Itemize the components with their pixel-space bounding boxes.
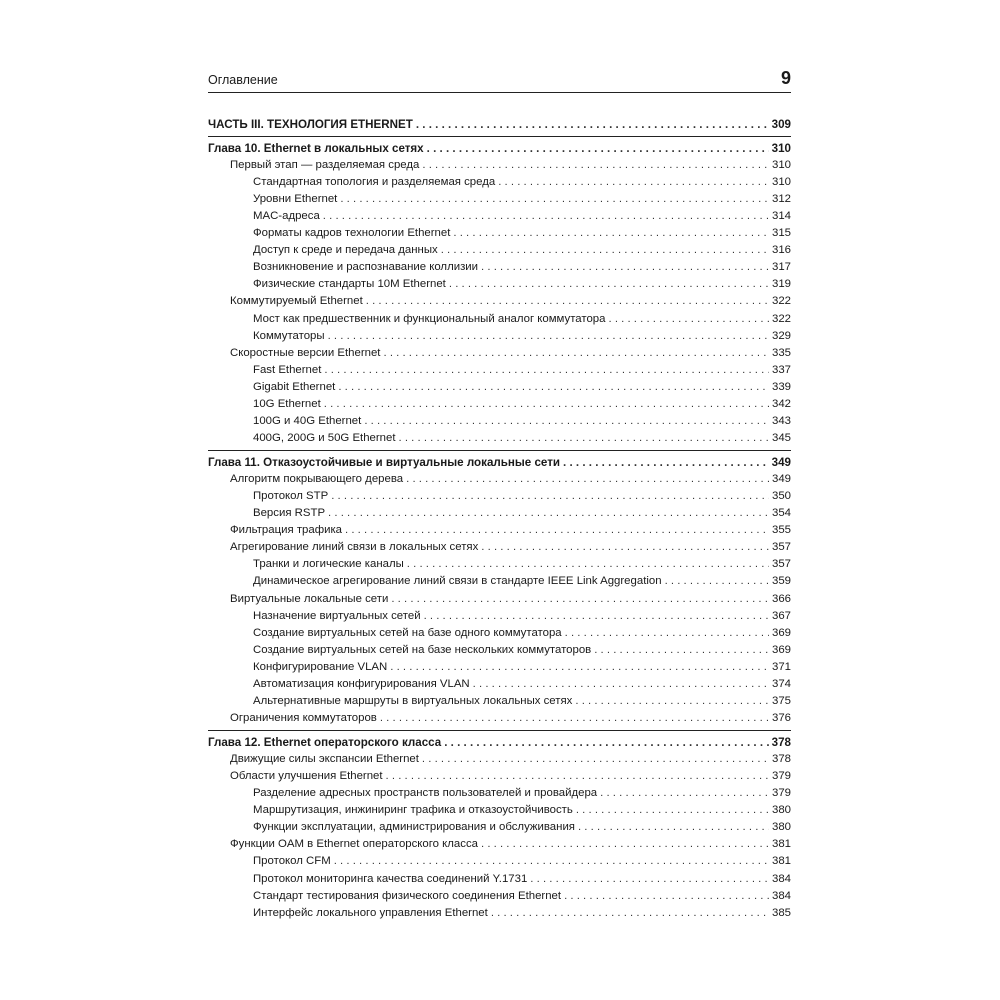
toc-subsection-entry xyxy=(208,608,791,625)
toc-entry-page: 376 xyxy=(771,712,791,725)
dot-leader xyxy=(473,676,769,693)
dot-leader xyxy=(328,328,769,345)
toc-entry-title: Уровни Ethernet xyxy=(253,192,338,205)
dot-leader xyxy=(407,556,769,573)
dot-leader xyxy=(600,785,769,802)
toc-subsection-entry xyxy=(208,191,791,208)
toc-entry-page: 310 xyxy=(771,141,791,155)
dot-leader xyxy=(491,905,769,922)
toc-section-entry xyxy=(208,836,791,853)
page-header xyxy=(208,70,791,93)
toc-section-entry xyxy=(208,522,791,539)
dot-leader xyxy=(416,116,769,133)
dot-leader xyxy=(481,836,769,853)
toc-subsection-entry xyxy=(208,785,791,802)
toc-entry-page: 329 xyxy=(771,329,791,342)
toc-entry-title: Доступ к среде и передача данных xyxy=(253,244,438,257)
toc-entry-title: Стандартная топология и разделяемая среда xyxy=(253,175,496,188)
toc-entry-title: Форматы кадров технологии Ethernet xyxy=(253,227,451,240)
toc-entry-page: 315 xyxy=(771,227,791,240)
toc-subsection-entry xyxy=(208,676,791,693)
dot-leader xyxy=(594,642,769,659)
toc-subsection-entry xyxy=(208,242,791,259)
dot-leader xyxy=(331,488,769,505)
toc-entry-page: 343 xyxy=(771,415,791,428)
toc-entry-page: 357 xyxy=(771,541,791,554)
toc-entry-page: 357 xyxy=(771,558,791,571)
toc-subsection-entry xyxy=(208,819,791,836)
toc-section-entry xyxy=(208,157,791,174)
toc-entry-title: Мост как предшественник и функциональный аналог коммутатора xyxy=(253,312,606,325)
toc-entry-title: Gigabit Ethernet xyxy=(253,380,336,393)
toc-entry-title: Версия RSTP xyxy=(253,507,326,520)
dot-leader xyxy=(575,693,769,710)
toc-subsection-entry xyxy=(208,430,791,447)
toc-chapter-entry xyxy=(208,454,791,471)
dot-leader xyxy=(608,311,769,328)
toc-entry-title: Функции OAM в Ethernet операторского класса xyxy=(230,838,478,851)
dot-leader xyxy=(424,608,769,625)
toc-entry-title: Альтернативные маршруты в виртуальных локальных сетях xyxy=(253,695,573,708)
toc-section-entry xyxy=(208,293,791,310)
toc-entry-page: 312 xyxy=(771,192,791,205)
toc-subsection-entry xyxy=(208,208,791,225)
toc-section-entry xyxy=(208,539,791,556)
toc-entry-page: 339 xyxy=(771,380,791,393)
toc-subsection-entry xyxy=(208,871,791,888)
toc-entry-page: 342 xyxy=(771,398,791,410)
toc-section-entry xyxy=(208,591,791,608)
section-divider xyxy=(208,730,791,731)
toc-entry-page: 310 xyxy=(771,158,791,171)
dot-leader xyxy=(563,454,769,471)
toc-entry-title: Глава 11. Отказоустойчивые и виртуальные локальные сети xyxy=(208,455,561,469)
toc-entry-page: 335 xyxy=(771,346,791,359)
dot-leader xyxy=(481,539,769,556)
toc-subsection-entry xyxy=(208,693,791,710)
toc-entry-title: Создание виртуальных сетей на базе одного коммутатора xyxy=(253,626,562,639)
toc-entry-title: Интерфейс локального управления Ethernet xyxy=(253,906,488,919)
toc-entry-page: 381 xyxy=(771,838,791,851)
toc-subsection-entry xyxy=(208,259,791,276)
dot-leader xyxy=(366,293,769,310)
toc-entry-page: 322 xyxy=(771,312,791,325)
running-title: Оглавление xyxy=(208,73,278,87)
toc-entry-title: Автоматизация конфигурирования VLAN xyxy=(253,678,470,690)
dot-leader xyxy=(422,157,769,174)
toc-subsection-entry xyxy=(208,413,791,430)
toc-subsection-entry xyxy=(208,379,791,396)
dot-leader xyxy=(530,871,769,888)
toc-entry-page: 354 xyxy=(771,507,791,520)
toc-entry-title: Протокол STP xyxy=(253,489,329,502)
toc-entry-page: 345 xyxy=(771,432,791,445)
toc-entry-title: Назначение виртуальных сетей xyxy=(253,609,421,622)
toc-entry-title: Маршрутизация, инжиниринг трафика и отказоустойчивость xyxy=(253,804,573,817)
toc-entry-page: 366 xyxy=(771,592,791,605)
toc-entry-page: 384 xyxy=(771,889,791,902)
toc-subsection-entry xyxy=(208,802,791,819)
toc-entry-page: 384 xyxy=(771,872,791,885)
toc-entry-page: 378 xyxy=(771,735,791,749)
toc-entry-title: Разделение адресных пространств пользователей и провайдера xyxy=(253,787,598,800)
toc-entry-page: 381 xyxy=(771,855,791,868)
toc-entry-title: Глава 12. Ethernet операторского класса xyxy=(208,735,442,749)
toc-entry-page: 310 xyxy=(771,175,791,188)
toc-entry-page: 314 xyxy=(771,209,791,222)
toc-subsection-entry xyxy=(208,642,791,659)
toc-entry-page: 355 xyxy=(771,524,791,537)
toc-entry-page: 350 xyxy=(771,489,791,502)
toc-entry-page: 337 xyxy=(771,363,791,376)
toc-entry-page: 367 xyxy=(771,609,791,622)
toc-entry-title: 400G, 200G и 50G Ethernet xyxy=(253,432,396,445)
dot-leader xyxy=(453,225,769,242)
toc-entry-title: 100G и 40G Ethernet xyxy=(253,415,362,428)
document-page xyxy=(208,68,791,919)
toc-entry-page: 371 xyxy=(771,660,791,673)
toc-entry-page: 369 xyxy=(771,643,791,656)
toc-entry-page: 380 xyxy=(771,804,791,817)
toc-entry-title: Алгоритм покрывающего дерева xyxy=(230,472,404,485)
dot-leader xyxy=(444,734,768,751)
toc-subsection-entry xyxy=(208,311,791,328)
toc-subsection-entry xyxy=(208,505,791,522)
toc-entry-title: Создание виртуальных сетей на базе нескольких коммутаторов xyxy=(253,643,592,656)
toc-subsection-entry xyxy=(208,853,791,870)
dot-leader xyxy=(380,710,769,727)
toc-subsection-entry xyxy=(208,225,791,242)
toc-entry-page: 380 xyxy=(771,821,791,834)
toc-subsection-entry xyxy=(208,625,791,642)
toc-subsection-entry xyxy=(208,888,791,905)
toc-subsection-entry xyxy=(208,659,791,676)
dot-leader xyxy=(328,505,769,522)
toc-subsection-entry xyxy=(208,276,791,293)
dot-leader xyxy=(565,625,769,642)
toc-section-entry xyxy=(208,768,791,785)
toc-subsection-entry xyxy=(208,328,791,345)
dot-leader xyxy=(498,174,769,191)
toc-subsection-entry xyxy=(208,556,791,573)
toc-entry-title: Коммутаторы xyxy=(253,329,325,342)
toc-subsection-entry xyxy=(208,573,791,590)
dot-leader xyxy=(345,522,769,539)
dot-leader xyxy=(386,768,769,785)
toc-entry-title: Агрегирование линий связи в локальных сетях xyxy=(230,541,479,554)
page-number: 9 xyxy=(780,68,791,88)
toc-subsection-entry xyxy=(208,905,791,922)
dot-leader xyxy=(578,819,769,836)
toc-entry-page: 322 xyxy=(771,295,791,308)
toc-entry-title: Возникновение и распознавание коллизии xyxy=(253,261,479,274)
toc-entry-title: Скоростные версии Ethernet xyxy=(230,346,381,359)
toc-entry-title: Первый этап — разделяемая среда xyxy=(230,158,420,171)
dot-leader xyxy=(338,379,769,396)
table-of-contents xyxy=(208,116,791,922)
toc-subsection-entry xyxy=(208,488,791,505)
toc-entry-title: Физические стандарты 10M Ethernet xyxy=(253,278,446,291)
dot-leader xyxy=(364,413,769,430)
toc-entry-page: 349 xyxy=(771,455,791,469)
toc-entry-page: 359 xyxy=(771,575,791,588)
toc-entry-page: 316 xyxy=(771,244,791,257)
toc-entry-title: Конфигурирование VLAN xyxy=(253,660,388,673)
toc-section-entry xyxy=(208,751,791,768)
dot-leader xyxy=(422,751,769,768)
toc-entry-title: Транки и логические каналы xyxy=(253,558,404,571)
toc-entry-title: 10G Ethernet xyxy=(253,398,321,410)
toc-chapter-entry xyxy=(208,734,791,751)
toc-section-entry xyxy=(208,345,791,362)
toc-entry-page: 319 xyxy=(771,278,791,291)
toc-entry-page: 309 xyxy=(771,118,791,131)
toc-entry-page: 374 xyxy=(771,678,791,690)
toc-entry-title: Протокол CFM xyxy=(253,855,331,868)
section-divider xyxy=(208,450,791,451)
toc-entry-title: Ограничения коммутаторов xyxy=(230,712,377,725)
toc-entry-page: 379 xyxy=(771,787,791,800)
dot-leader xyxy=(391,591,769,608)
toc-entry-title: Динамическое агрегирование линий связи в стандарте IEEE Link Aggregation xyxy=(253,575,662,588)
toc-subsection-entry xyxy=(208,396,791,413)
section-divider xyxy=(208,136,791,137)
dot-leader xyxy=(406,471,769,488)
toc-entry-title: Области улучшения Ethernet xyxy=(230,769,383,782)
dot-leader xyxy=(340,191,769,208)
dot-leader xyxy=(665,573,769,590)
dot-leader xyxy=(323,208,769,225)
toc-chapter-entry xyxy=(208,140,791,157)
toc-entry-title: Виртуальные локальные сети xyxy=(230,592,389,605)
toc-entry-title: Фильтрация трафика xyxy=(230,524,343,537)
toc-entry-page: 369 xyxy=(771,626,791,639)
toc-entry-page: 379 xyxy=(771,769,791,782)
toc-subsection-entry xyxy=(208,362,791,379)
toc-entry-page: 378 xyxy=(771,752,791,765)
dot-leader xyxy=(399,430,769,447)
dot-leader xyxy=(390,659,769,676)
toc-entry-page: 349 xyxy=(771,472,791,485)
toc-section-entry xyxy=(208,471,791,488)
toc-part-entry xyxy=(208,116,791,133)
dot-leader xyxy=(324,396,769,413)
dot-leader xyxy=(441,242,769,259)
toc-entry-title: Коммутируемый Ethernet xyxy=(230,295,363,308)
dot-leader xyxy=(481,259,769,276)
dot-leader xyxy=(324,362,769,379)
dot-leader xyxy=(334,853,769,870)
toc-entry-title: Стандарт тестирования физического соединения Ethernet xyxy=(253,889,562,902)
dot-leader xyxy=(564,888,769,905)
toc-entry-title: Глава 10. Ethernet в локальных сетях xyxy=(208,141,424,155)
dot-leader xyxy=(576,802,769,819)
toc-entry-title: Протокол мониторинга качества соединений Y.1731 xyxy=(253,872,528,885)
toc-section-entry xyxy=(208,710,791,727)
toc-entry-page: 317 xyxy=(771,261,791,274)
toc-entry-page: 375 xyxy=(771,695,791,708)
toc-entry-title: Fast Ethernet xyxy=(253,363,322,376)
dot-leader xyxy=(449,276,769,293)
dot-leader xyxy=(383,345,769,362)
toc-entry-title: MAC-адреса xyxy=(253,209,320,222)
toc-subsection-entry xyxy=(208,174,791,191)
toc-entry-title: Функции эксплуатации, администрирования и обслуживания xyxy=(253,821,575,834)
toc-entry-title: Движущие силы экспансии Ethernet xyxy=(230,752,419,765)
dot-leader xyxy=(427,140,769,157)
toc-entry-page: 385 xyxy=(771,906,791,919)
toc-entry-title: ЧАСТЬ III. ТЕХНОЛОГИЯ ETHERNET xyxy=(208,118,413,131)
